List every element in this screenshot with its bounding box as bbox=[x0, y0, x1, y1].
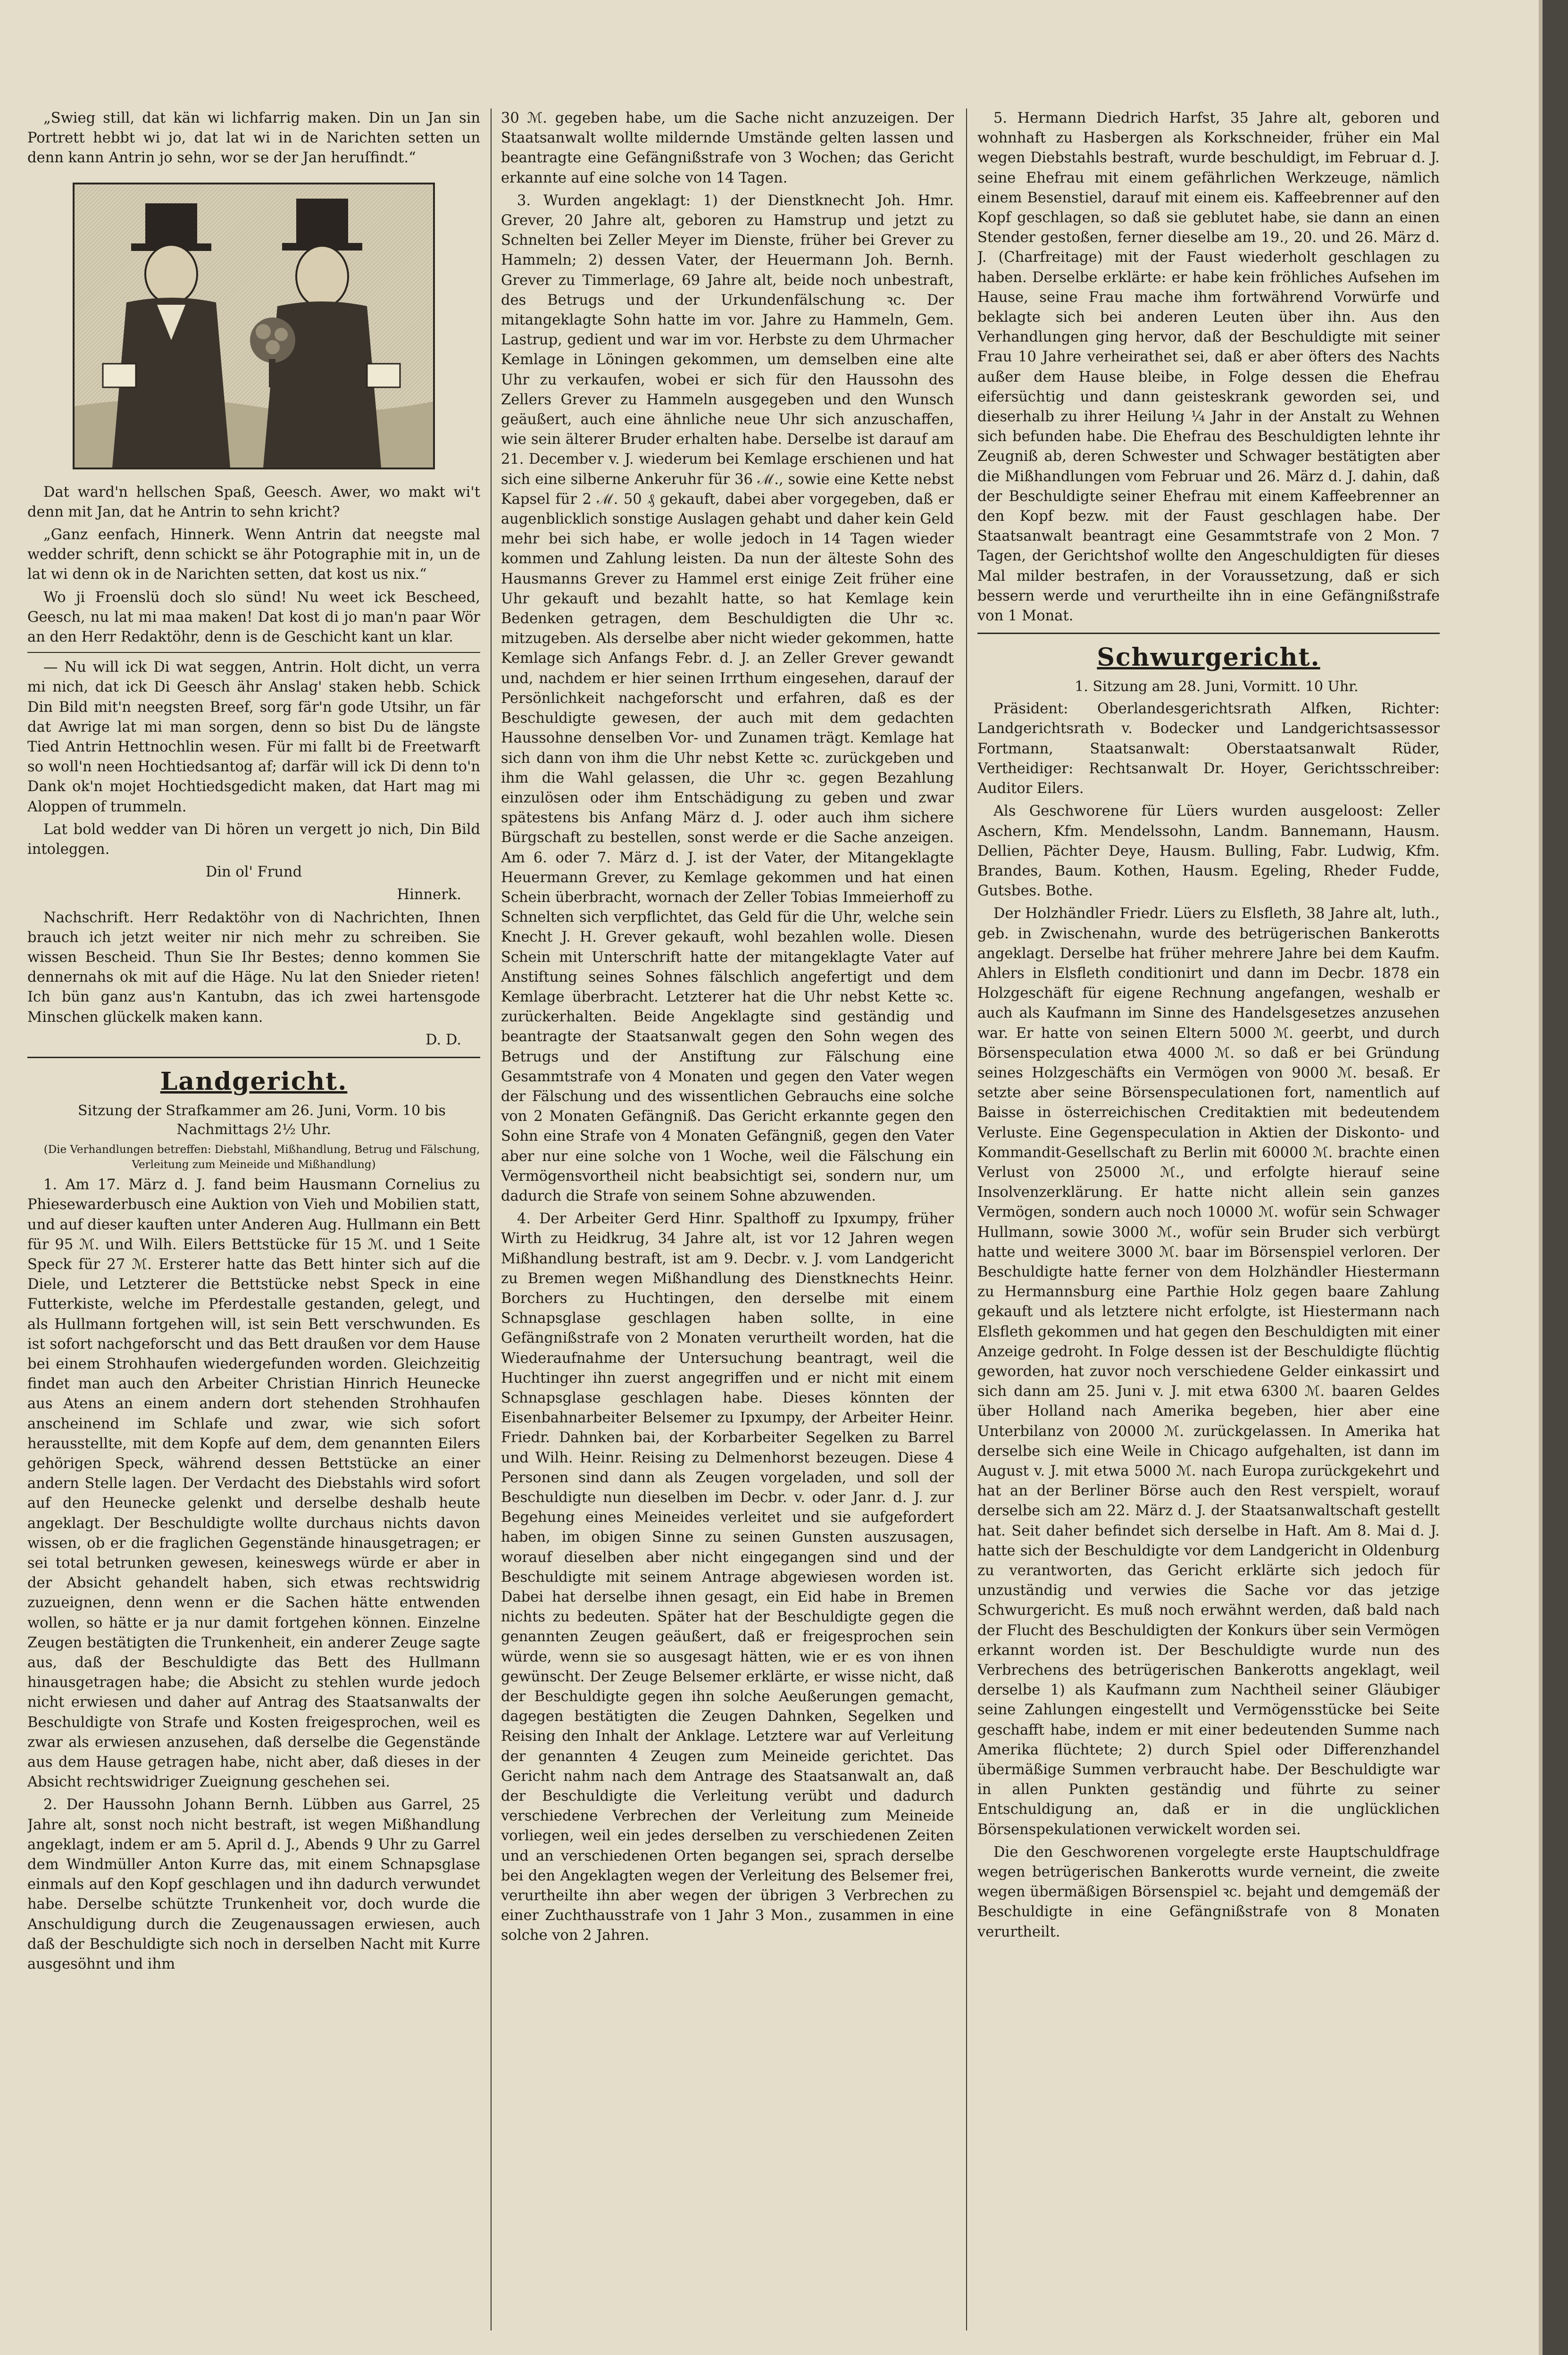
section-heading-schwurgericht: Schwurgericht. bbox=[1097, 643, 1320, 672]
case-paragraph: 1. Am 17. März d. J. fand beim Hausmann Cornelius zu Phiesewarderbusch eine Auktion von Vieh und Mobilien statt, und auf dieser kauften unter Anderen Aug. Hullmann ein Bett für 95 ℳ. und Wilh. Eilers Bettstücke für 15 ℳ. und 1 Seite Speck für 27 ℳ. Ersterer hatte das Bett hinter sich auf die Diele, und Letzterer die Bettstücke nebst Speck in eine Futterkiste, welche im Pferdestalle gestanden, gelegt, und als Hullmann fortgehen will, ist sein Bett verschwunden. Es ist sofort nachgeforscht und das Bett draußen vor dem Hause bei einem Strohhaufen wiedergefunden worden. Gleichzeitig findet man auch den Arbeiter Christian Hinrich Heunecke aus Atens an einem andern dort stehenden Strohhaufen anscheinend im Schlafe und zwar, wie sich sofort herausstellte, mit dem Kopfe auf dem, dem genannten Eilers gehörigen Speck, während dessen Bettstücke an einer andern Stelle lagen. Der Verdacht des Diebstahls wird sofort auf den Heunecke gelenkt und derselbe deshalb heute angeklagt. Der Beschuldigte wollte durchaus nichts davon wissen, ob er die fraglichen Gegenstände hinausgetragen; er sei total betrunken gewesen, keineswegs würde er aber in der Absicht gehandelt haben, sich etwas rechtswidrig zuzueignen, denn wenn er die Sachen hätte entwenden wollen, so hätte er ja nur damit fortgehen können. Einzelne Zeugen bestätigten die Trunkenheit, ein anderer Zeuge sagte aus, daß der Beschuldigte das Bett des Hullmann hinausgetragen habe; die Absicht zu stehlen wurde jedoch nicht erwiesen und daher auf Antrag des Staatsanwalts der Beschuldigte von Strafe und Kosten freigesprochen, weil es zwar als erwiesen anzusehen, daß derselbe die Gegenstände aus dem Hause getragen habe, nicht aber, daß dieses in der Absicht rechtswidriger Zueignung geschehen sei. bbox=[27, 1177, 480, 1791]
column-left bbox=[27, 109, 480, 2326]
postscript-label: Nachschrift. bbox=[43, 909, 134, 926]
sitting-line: Sitzung der Strafkammer am 26. Juni, Vorm. 10 bis Nachmittags 2½ Uhr. bbox=[78, 1102, 446, 1138]
case-paragraph: 30 ℳ. gegeben habe, um die Sache nicht anzuzeigen. Der Staatsanwalt wollte mildernde Umstände gelten lassen und beantragte eine Gefängnißstrafe von 3 Wochen; das Gericht erkannte auf eine solche von 14 Tagen. bbox=[501, 110, 954, 186]
dialogue-paragraph: „Swieg still, dat kän wi lichfarrig maken. Din un Jan sin Portrett hebbt wi jo, dat lat wi in de Narichten setten un denn kann Antrin jo sehn, wor se der Jan heruſfindt.“ bbox=[27, 110, 480, 167]
postscript-text: Herr Redaktöhr von di Nachrichten, Ihnen brauch ich jetzt weiter nir nich mehr zu schreiben. Sie wissen Bescheid. Thun Sie Ihr Bestes; denno kommen Sie dennernahs ok mit auf die Häge. Nu lat den Snieder rieten! Ich bün ganz aus'n Kantubn, das ich zwei hartensgode Minschen glückelk maken kann. bbox=[27, 909, 480, 1026]
court-composition: Präsident: Oberlandesgerichtsrath Alfken, Richter: Landgerichtsrath v. Bodecker und Landgerichtsassessor Fortmann, Staatsanwalt: Oberstaatsanwalt Rüder, Vertheidiger: Rechtsanwalt Dr. Hoyer, Gerichtsschreiber: Auditor Eilers. bbox=[977, 701, 1440, 797]
engraving-image bbox=[75, 184, 433, 468]
divider bbox=[977, 633, 1440, 634]
divider bbox=[27, 652, 480, 653]
jurors-paragraph: Als Geschworene für Lüers wurden ausgeloost: Zeller Aschern, Kfm. Mendelssohn, Landm. Bannemann, Hausm. Dellien, Pächter Deye, Hausm. Bulling, Fabr. Ludwig, Kfm. Brandes, Baum. Kothen, Hausm. Egeling, Rheder Fudde, Gutsbes. Bothe. bbox=[977, 803, 1440, 900]
case-paragraph: 5. Hermann Diedrich Harfst, 35 Jahre alt, geboren und wohnhaft zu Hasbergen als Korkschneider, früher ein Mal wegen Diebstahls bestraft, wurde beschuldigt, im Februar d. J. seine Ehefrau mit einem gefährlichen Werkzeuge, nämlich einem Besenstiel, darauf mit einem eis. Kaffeebrenner auf den Kopf geschlagen, so daß sie geblutet habe, sie dann an einen Stender gestoßen, ferner dieselbe am 19., 20. und 26. März d. J. (Charfreitage) mit der Faust wiederholt geschlagen zu haben. Derselbe erklärte: er habe kein fröhliches Aufsehen im Hause, seine Frau mache ihm fortwährend Vorwürfe und beklagte sich bei anderen Leuten über ihn. Aus den Verhandlungen ging hervor, daß der Beschuldigte mit seiner Frau 10 Jahre verheirathet sei, daß er aber öfters des Nachts außer dem Hause bleibe, in Folge dessen die Ehefrau eifersüchtig und dann geisteskrank geworden sei, und dieserhalb zu ihrer Heilung ¼ Jahr in der Anstalt zu Wehnen sich befunden habe. Die Ehefrau des Beschuldigten lehnte ihr Zeugniß ab, deren Schwester und Schwager bestätigten aber die Mißhandlungen vom Februar und 26. März d. J. dahin, daß der Beschuldigte seiner Ehefrau mit einem Kaffeebrenner an den Kopf bezw. mit der Faust geschlagen habe. Der Staatsanwalt beantragt eine Gesammtstrafe von 2 Mon. 7 Tagen, der Gerichtshof wollte den Angeschuldigten für dieses Mal milder bestrafen, in der Voraussetzung, daß er sich bessern werde und verurtheilte ihn in eine Gefängnißstrafe von 1 Monat. bbox=[977, 110, 1440, 625]
section-heading-landgericht: Landgericht. bbox=[160, 1067, 348, 1096]
column-middle bbox=[501, 109, 954, 2326]
proceedings-note: (Die Verhandlungen betreffen: Diebstahl, Mißhandlung, Betrug und Fälschung, Verleitung zum Meineide und Mißhandlung) bbox=[43, 1144, 480, 1171]
postscript bbox=[27, 908, 480, 1027]
dialogue-paragraph: Dat ward'n hellschen Spaß, Geesch. Awer, wo makt wi't denn mit Jan, dat he Antrin to sehn kricht? bbox=[27, 484, 480, 520]
letter-paragraph: — Nu will ick Di wat seggen, Antrin. Holt dicht, un verra mi nich, dat ick Di Geesch ähr Anslag' staken hebb. Schick Din Bild mit'n neegsten Breef, sorg fär'n gode Utsihr, un fär dat Awrige lat mi man sorgen, denn so bist Du de längste Tied Antrin Hettnochlin wesen. Für mi fallt bi de Freetwarft so woll'n neen Hochtiedsantog af; darfär will ick Di denn to'n Dank ok'n mojet Hochtiedsgedicht maken, dat Hart mag mi Aloppen of trummeln. bbox=[27, 659, 480, 815]
case-paragraph: 3. Wurden angeklagt: 1) der Dienstknecht Joh. Hmr. Grever, 20 Jahre alt, geboren zu Hamstrup und jetzt zu Schnelten bei Zeller Meyer im Dienste, früher bei Grever zu Hammeln; 2) dessen Vater, der Heuermann Joh. Bernh. Grever zu Timmerlage, 69 Jahre alt, beide noch unbestraft, des Betrugs und der Urkundenfälschung ꝛc. Der mitangeklagte Sohn hatte im vor. Jahre zu Hammeln, Gem. Lastrup, gedient und war im vor. Herbste zu dem Uhrmacher Kemlage in Löningen gekommen, um demselben eine alte Uhr zu verkaufen, wobei er sich für den Haussohn des Zellers Grever zu Hammeln ausgegeben und den Wunsch geäußert, auch eine ähnliche neue Uhr sich anzuschaffen, wie sein älterer Bruder erhalten habe. Derselbe ist darauf am 21. December v. J. wiederum bei Kemlage erschienen und hat sich eine silberne Ankeruhr für 36 ℳ., sowie eine Kette nebst Kapsel für 2 ℳ. 50 ₰ gekauft, dabei aber vorgegeben, daß er augenblicklich sonstige Auslagen gehabt und daher kein Geld mehr bei sich habe, er wolle jedoch in 14 Tagen wieder kommen und Zahlung leisten. Da nun der älteste Sohn des Hausmanns Grever zu Hammel erst einige Zeit früher eine Uhr gekauft und bezahlt hatte, so hat Kemlage kein Bedenken getragen, dem Beschuldigten die Uhr ꝛc. mitzugeben. Als derselbe aber nicht wieder gekommen, hatte Kemlage sich Anfangs Febr. d. J. an Zeller Grever gewandt und, nachdem er hier seinen Irrthum eingesehen, darauf der Persönlichkeit nachgeforscht und erfahren, daß es der Beschuldigte gewesen, der auch mit dem gedachten Haussohne denselben Vor- und Zunamen trägt. Kemlage hat sich dann von ihm die Uhr nebst Kette ꝛc. zurückgeben und ihm die Wahl gelassen, die Uhr ꝛc. gegen Bezahlung einzulösen oder ihm Entschädigung zu geben und zwar spätestens bis Anfang März d. J. oder auch ihm sichere Bürgschaft zu bestellen, sonst werde er die Sache anzeigen. Am 6. oder 7. März d. J. ist der Vater, der Mitangeklagte Heuermann Grever, zu Kemlage gekommen und hat einen Schein überbracht, wornach der Zeller Tobias Immeierhoff zu Schnelten sich verpflichtet, das Geld für die Uhr, welche sein Knecht J. H. Grever gekauft, wohl bezahlen wolle. Diesen Schein mit Unterschrift hatte der mitangeklagte Vater auf Anstiftung seines Sohnes fälschlich angefertigt und dem Kemlage überbracht. Letzterer hat die Uhr nebst Kette ꝛc. zurückerhalten. Beide Angeklagte sind geständig und beantragte der Staatsanwalt gegen den Sohn wegen des Betrugs und der Anstiftung zur Fälschung eine Gesammtstrafe von 4 Monaten und gegen den Vater wegen der Fälschung und des wissentlichen Gebrauchs eine solche von 2 Monaten Gefängniß. Das Gericht erkannte gegen den Sohn eine Strafe von 4 Monaten Gefängniß, gegen den Vater aber nur eine solche von 1 Woche, weil die Fälschung ein Vermögensvortheil nicht beabsichtigt sei, sondern nur, um dadurch die Strafe von seinem Sohne abzuwenden. bbox=[501, 192, 954, 1204]
column-rule bbox=[966, 109, 967, 2330]
dialogue-paragraph: Wo ji Froenslü doch slo sünd! Nu weet ick Bescheed, Geesch, nu lat mi maa maken! Dat kost di jo man'n paar Wör an den Herr Redaktöhr, denn is de Geschicht kant un klar. bbox=[27, 589, 480, 646]
column-right bbox=[977, 109, 1440, 2326]
dialogue-paragraph: „Ganz eenfach, Hinnerk. Wenn Antrin dat neegste mal wedder schrift, denn schickt se ähr Potographie mit in, un de lat wi denn ok in de Narichten setten, dat kost us nix.“ bbox=[27, 526, 480, 583]
letter-closing: Din ol' Frund bbox=[205, 864, 302, 881]
letter-signer: Hinnerk. bbox=[397, 886, 461, 903]
case-paragraph: 2. Der Haussohn Johann Bernh. Lübben aus Garrel, 25 Jahre alt, sonst noch nicht bestraft, ist wegen Mißhandlung angeklagt, indem er am 5. April d. J., Abends 9 Uhr zu Garrel dem Windmüller Anton Kurre das, mit einem Schnapsglase einmals auf den Kopf geschlagen und ihn dadurch verwundet habe. Derselbe schützte Trunkenheit vor, doch wurde die Anschuldigung durch die Zeugenaussagen erwiesen, auch daß der Beschuldigte sich noch in derselben Nacht mit Kurre ausgesöhnt und ihm bbox=[27, 1796, 480, 1973]
divider bbox=[27, 1057, 480, 1058]
initials: D. D. bbox=[425, 1031, 461, 1048]
two-gentlemen-illustration bbox=[73, 183, 435, 469]
letter-paragraph: Lat bold wedder van Di hören un vergett jo nich, Din Bild intoleggen. bbox=[27, 821, 480, 858]
case-paragraph: Der Holzhändler Friedr. Lüers zu Elsfleth, 38 Jahre alt, luth., geb. in Zwischenahn, wurde des betrügerischen Bankerotts angeklagt. Derselbe hat früher mehrere Jahre bei dem Kaufm. Ahlers in Elsfleth conditionirt und dann im Decbr. 1878 ein Holzgeschäft für eigene Rechnung angefangen, weshalb er auch als Kaufmann im Sinne des Handelsgesetzes anzusehen war. Er hatte von seinen Eltern 5000 ℳ. geerbt, und durch Börsenspeculation etwa 4000 ℳ. so daß er bei Gründung seines Holzgeschäfts ein Vermögen von 9000 ℳ. besaß. Er setzte aber seine Börsenspeculationen fort, namentlich auf Baisse in österreichischen Creditaktien mit bedeutendem Verluste. Eine Gegenspeculation in Aktien der Diskonto- und Kommandit-Gesellschaft zu Berlin mit 60000 ℳ. brachte einen Verlust von 25000 ℳ., und erfolgte hierauf seine Insolvenzerklärung. Er hatte nicht allein sein ganzes Vermögen, sondern auch noch 10000 ℳ. wofür sein Schwager Hullmann, sowie 3000 ℳ., wofür sein Bruder sich verbürgt hatte und weitere 3000 ℳ. baar im Börsenspiel verloren. Der Beschuldigte hatte ferner von dem Holzhändler Hiestermann zu Hermannsburg eine Parthie Holz gegen baare Zahlung gekauft und als letztere nicht erfolgte, ist Hiestermann nach Elsfleth gekommen und hat gegen den Beschuldigten mit einer Anzeige gedroht. In Folge dessen ist der Beschuldigte flüchtig geworden, hat zuvor noch verschiedene Gelder einkassirt und sich dann am 25. Juni v. J. mit etwa 6300 ℳ. baaren Geldes über Holland nach Amerika begeben, hier aber eine Unterbilanz von 20000 ℳ. zurückgelassen. In Amerika hat derselbe sich eine Weile in Chicago aufgehalten, ist dann im August v. J. mit etwa 5000 ℳ. nach Europa zurückgekehrt und hat an der Berliner Börse auch den Rest verspielt, worauf derselbe sich am 22. März d. J. der Staatsanwaltschaft gestellt hat. Seit daher befindet sich derselbe in Haft. Am 8. Mai d. J. hatte sich der Beschuldigte vor dem Landgericht in Oldenburg zu verantworten, das Gericht erklärte sich jedoch für unzuständig und verwies die Sache vor das jetzige Schwurgericht. Es muß noch erwähnt werden, daß bald nach der Flucht des Beschuldigten der Konkurs über sein Vermögen erkannt worden ist. Der Beschuldigte wurde nun des Verbrechens des betrügerischen Bankerotts angeklagt, weil derselbe 1) als Kaufmann zum Nachtheil seiner Gläubiger seine Zahlungen eingestellt und Vermögensstücke bei Seite geschafft habe, indem er mit einer bedeutenden Summe nach Amerika flüchtete; 2) durch Spiel oder Differenzhandel übermäßige Summen verbraucht habe. Der Beschuldigte war in allen Punkten geständig und führte zu seiner Entschuldigung an, daß er in die unglücklichen Börsenspekulationen verwickelt worden sei. bbox=[977, 905, 1440, 1838]
column-rule bbox=[491, 109, 492, 2330]
case-paragraph: 4. Der Arbeiter Gerd Hinr. Spalthoff zu Ipxumpy, früher Wirth zu Heidkrug, 34 Jahre alt, ist vor 12 Jahren wegen Mißhandlung bestraft, ist am 9. Decbr. v. J. vom Landgericht zu Bremen wegen Mißhandlung des Dienstknechts Heinr. Borchers zu Huchtingen, den derselbe mit einem Schnapsglase geschlagen haben sollte, in eine Gefängnißstrafe von 2 Monaten verurtheilt worden, hat die Wiederaufnahme der Untersuchung beantragt, weil die Huchtinger ihn zuerst angegriffen und er nicht mit einem Schnapsglase geschlagen habe. Dieses könnten der Eisenbahnarbeiter Belsemer zu Ipxumpy, der Arbeiter Heinr. Friedr. Dahnken bai, der Korbarbeiter Segelken zu Barrel und Wilh. Heinr. Reising zu Delmenhorst bezeugen. Diese 4 Personen sind dann als Zeugen vorgeladen, und soll der Beschuldigte nun dieselben im Decbr. v. oder Janr. d. J. zur Begehung eines Meineides verleitet und sie aufgefordert haben, im obigen Sinne zu seinen Gunsten auszusagen, worauf dieselben aber nicht eingegangen sind und der Beschuldigte mit seinem Antrage abgewiesen worden ist. Dabei hat derselbe ihnen gesagt, ein Eid habe in Bremen nichts zu bedeuten. Später hat der Beschuldigte gegen die genannten Zeugen geäußert, daß er freigesprochen sein würde, wenn sie so ausgesagt hätten, wie er es von ihnen gewünscht. Der Zeuge Belsemer erklärte, er wisse nicht, daß der Beschuldigte gegen ihn solche Aeußerungen gemacht, dagegen bestätigten die Zeugen Dahnken, Segelken und Reising den Inhalt der Anklage. Letztere war auf Verleitung der genannten 4 Zeugen zum Meineide gerichtet. Das Gericht nahm nach dem Antrage des Staatsanwalt an, daß der Beschuldigte die Verleitung verübt und dadurch verschiedene Verbrechen der Verleitung zum Meineide vorliegen, weil ein jedes derselben zu verschiedenen Zeiten und an verschiedenen Orten begangen sei, sprach derselbe bei den Angeklagten wegen der Verleitung des Belsemer frei, verurtheilte ihn aber wegen der übrigen 3 Verbrechen zu einer Zuchthausstrafe von 1 Jahr 3 Mon., zusammen in eine solche von 2 Jahren. bbox=[501, 1211, 954, 1944]
book-binding-edge bbox=[1543, 0, 1568, 2355]
sitting-line: 1. Sitzung am 28. Juni, Vormitt. 10 Uhr. bbox=[1075, 678, 1359, 695]
verdict-paragraph: Die den Geschworenen vorgelegte erste Hauptschuldfrage wegen betrügerischen Bankerotts wurde verneint, die zweite wegen übermäßigen Börsenspiel ꝛc. bejaht und demgemäß der Beschuldigte in eine Gefängnißstrafe von 8 Monaten verurtheilt. bbox=[977, 1844, 1440, 1940]
